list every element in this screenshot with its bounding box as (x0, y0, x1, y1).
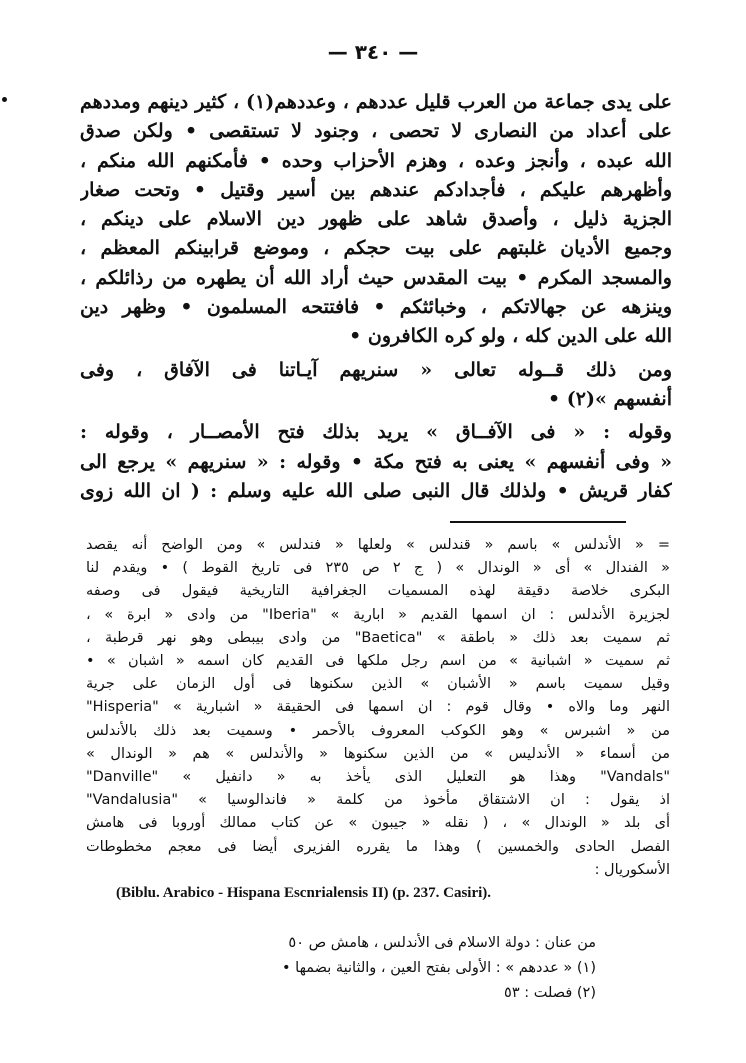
footnote-line: الأسكوريال : (594, 861, 670, 878)
margin-mark (2, 97, 7, 102)
text-line: ومن ذلك قــوله تعالى « سنريهم آيـاتنا فى الآفاق ، وفى (80, 358, 672, 381)
latin-reference: (Biblu. Arabico - Hispana Escnrialensis II) (p. 237. Casiri). (116, 885, 492, 902)
footnote-line: النهر وما والاه • وقال قوم : ان اسمها فى الحقيقة « اشبارية » "Hisperia" (86, 699, 670, 716)
text-line: أنفسهم »(٢) • (548, 387, 672, 410)
footnote-separator (450, 521, 626, 523)
text-line: الله على الدين كله ، ولو كره الكافرون • (349, 325, 672, 348)
text-line: على أعداد من النصارى لا تحصى ، وجنود لا تستقصى • ولكن صدق (80, 120, 672, 143)
footnote-line: = « الأندلس » باسم « قندلس » ولعلها « فندلس » ومن الواضح أنه يقصد (86, 537, 670, 553)
footnote-line: اذ يقول : ان الاشتقاق مأخوذ من كلمة « فاندالوسيا » "Vandalusia" (86, 792, 670, 809)
text-line: وجميع الأديان غلبتهم على بيت حجكم ، وموضع قرابينكم المعظم ، (80, 237, 672, 260)
text-line: وأظهرهم عليكم ، فأجدادكم عندهم بين أسير وقتيل • وتحت صغار (80, 178, 672, 201)
footnote-line: البكرى خلاصة دقيقة لهذه المسميات الجغرافية التاريخية فيقول فى وصفه (86, 583, 670, 600)
footnote-line: ثم سميت « اشبانية » من اسم رجل ملكها فى القديم كان اسمه « اشبان » • (86, 653, 670, 670)
text-line: الجزية ذليل ، وأصدق شاهد على ظهور دين الاسلام على دينكم ، (80, 208, 672, 231)
footnote-line: « الفندال » أى « الوندال » ( ج ٢ ص ٢٣٥ فى تاريخ القوط ) • ويقدم لنا (86, 560, 670, 577)
footnote-line: الفصل الحادى والخمسين ) وهذا ما يقرره الفزيرى أيضا فى معجم مخطوطات (86, 838, 670, 855)
source-note: من عنان : دولة الاسلام فى الأندلس ، هامش ص ٥٠ (288, 935, 596, 951)
footnote-2: (٢) فصلت : ٥٣ (504, 985, 596, 1001)
footnote-1: (١) « عددهم » : الأولى بفتح العين ، والثانية بضمها • (282, 960, 596, 976)
page-number: — ٣٤٠ — (327, 40, 419, 64)
footnote-line: "Vandals" وهذا هو التعليل الذى يأخذ به « دانفيل » "Danville" (86, 769, 670, 786)
text-line: على يدى جماعة من العرب قليل عددهم ، وعددهم(١) ، كثير دينهم ومددهم (80, 91, 672, 113)
footnote-line: من أسماء « الأندليس » من الذين سكنوها « والأندلس » هم « الوندال » (86, 745, 670, 762)
text-line: « وفى أنفسهم » يعنى به فتح مكة • وقوله : « سنريهم » يرجع الى (80, 450, 672, 473)
footnote-block (86, 534, 670, 905)
text-line: كفار قريش • ولذلك قال النبى صلى الله عليه وسلم : ( ان الله زوى (80, 479, 672, 502)
text-line: والمسجد المكرم • بيت المقدس حيث أراد الله أن يطهره من رذائلكم ، (80, 266, 672, 289)
main-text (80, 88, 672, 506)
text-line: وقوله : « فى الآفــاق » يريد بذلك فتح الأمصــار ، وقوله : (80, 421, 672, 444)
text-line: وينزهه عن جهالاتكم ، وخبائثكم • فافتتحه المسلمون • وظهر دين (80, 296, 672, 319)
footnote-line: لجزيرة الأندلس : ان اسمها القديم « ابارية » "Iberia" من وادى « ابرة » ، (86, 606, 670, 623)
footnote-line: أى بلد « الوندال » ، ( نقله « جيبون » عن كتاب ممالك أوروبا فى هامش (86, 815, 670, 832)
text-line: الله عبده ، وأنجز وعده ، وهزم الأحزاب وحده • فأمكنهم الله منكم ، (80, 149, 672, 172)
footnote-line: من « اشبرس » وهو الكوكب المعروف بالأحمر • وسميت بعد ذلك بالأندلس (86, 722, 670, 739)
footnote-line: ثم سميت بعد ذلك « باطقة » "Baetica" من وادى بيبطى وهو نهر قرطبة ، (86, 629, 670, 646)
footnote-line: وقيل سميت باسم « الأشبان » الذين سكنوها فى أول الزمان على جرية (86, 676, 670, 693)
